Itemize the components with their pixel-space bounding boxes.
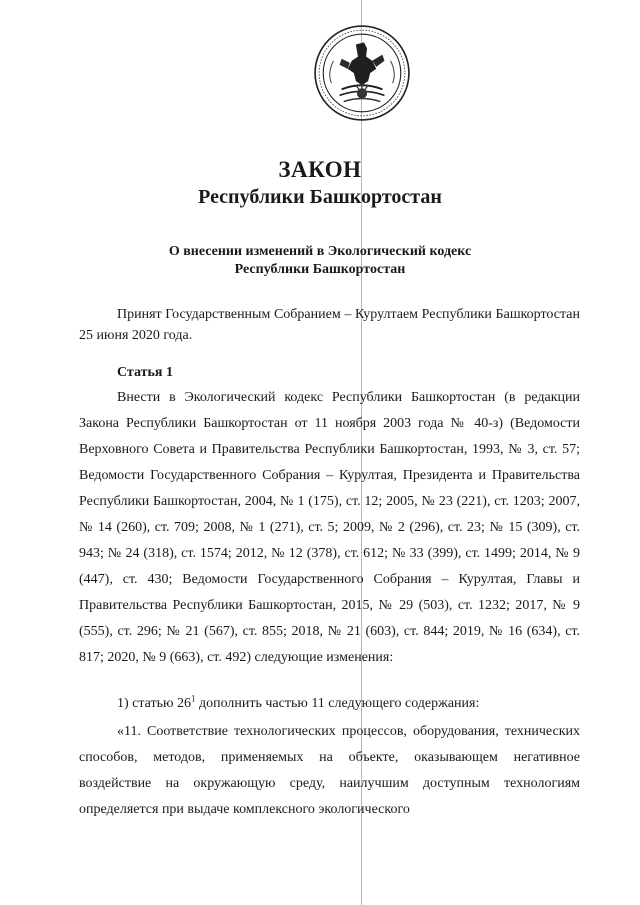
- article-item-1: [79, 691, 580, 717]
- coat-of-arms-icon: [311, 22, 413, 124]
- item1-prefix: 1) статью 26: [117, 696, 191, 711]
- adoption-paragraph: Принят Государственным Собранием – Курултаем Республики Башкортостан 25 июня 2020 года.: [79, 307, 580, 343]
- law-title-line2: Республики Башкортостан: [234, 262, 406, 277]
- item1-superscript: 1: [190, 693, 196, 704]
- law-title-line1: О внесении изменений в Экологический кодекс: [168, 244, 472, 259]
- document-title: ЗАКОН: [278, 157, 362, 182]
- document-subtitle: Республики Башкортостан: [198, 186, 442, 208]
- item1-suffix: дополнить частью 11 следующего содержания:: [195, 696, 480, 711]
- article-heading: Статья 1: [117, 365, 173, 380]
- emblem-graphic: [311, 22, 413, 124]
- quoted-paragraph: «11. Соответствие технологических процессов, оборудования, технических способов, методов, применяемых на объекте, оказывающем негативное воздействие на окружающую среду, наилучшим доступным технологиям определяется при выдаче комплексного экологического: [79, 724, 580, 817]
- article-intro-paragraph: Внести в Экологический кодекс Республики Башкортостан (в редакции Закона Республики Башкортостан от 11 ноября 2003 года № 40-з) (Ведомости Верховного Совета и Правительства Республики Башкортостан, 1993, № 3, ст. 57; Ведомости Государственного Собрания – Курултая, Президента и Правительства Республики Башкортостан, 2004, № 1 (175), ст. 12; 2005, № 23 (221), ст. 1203; 2007, № 14 (260), ст. 709; 2008, № 1 (271), ст. 5; 2009, № 2 (296), ст. 23; № 15 (309), ст. 943; № 24 (318), ст. 1574; 2012, № 12 (378), ст. 612; № 33 (399), ст. 1499; 2014, № 9 (447), ст. 430; Ведомости Государственного Собрания – Курултая, Главы и Правительства Республики Башкортостан, 2015, № 29 (503), ст. 1232; 2017, № 9 (555), ст. 296; № 21 (567), ст. 855; 2018, № 21 (603), ст. 844; 2019, № 16 (634), ст. 817; 2020, № 9 (663), ст. 492) следующие изменения:: [79, 390, 580, 665]
